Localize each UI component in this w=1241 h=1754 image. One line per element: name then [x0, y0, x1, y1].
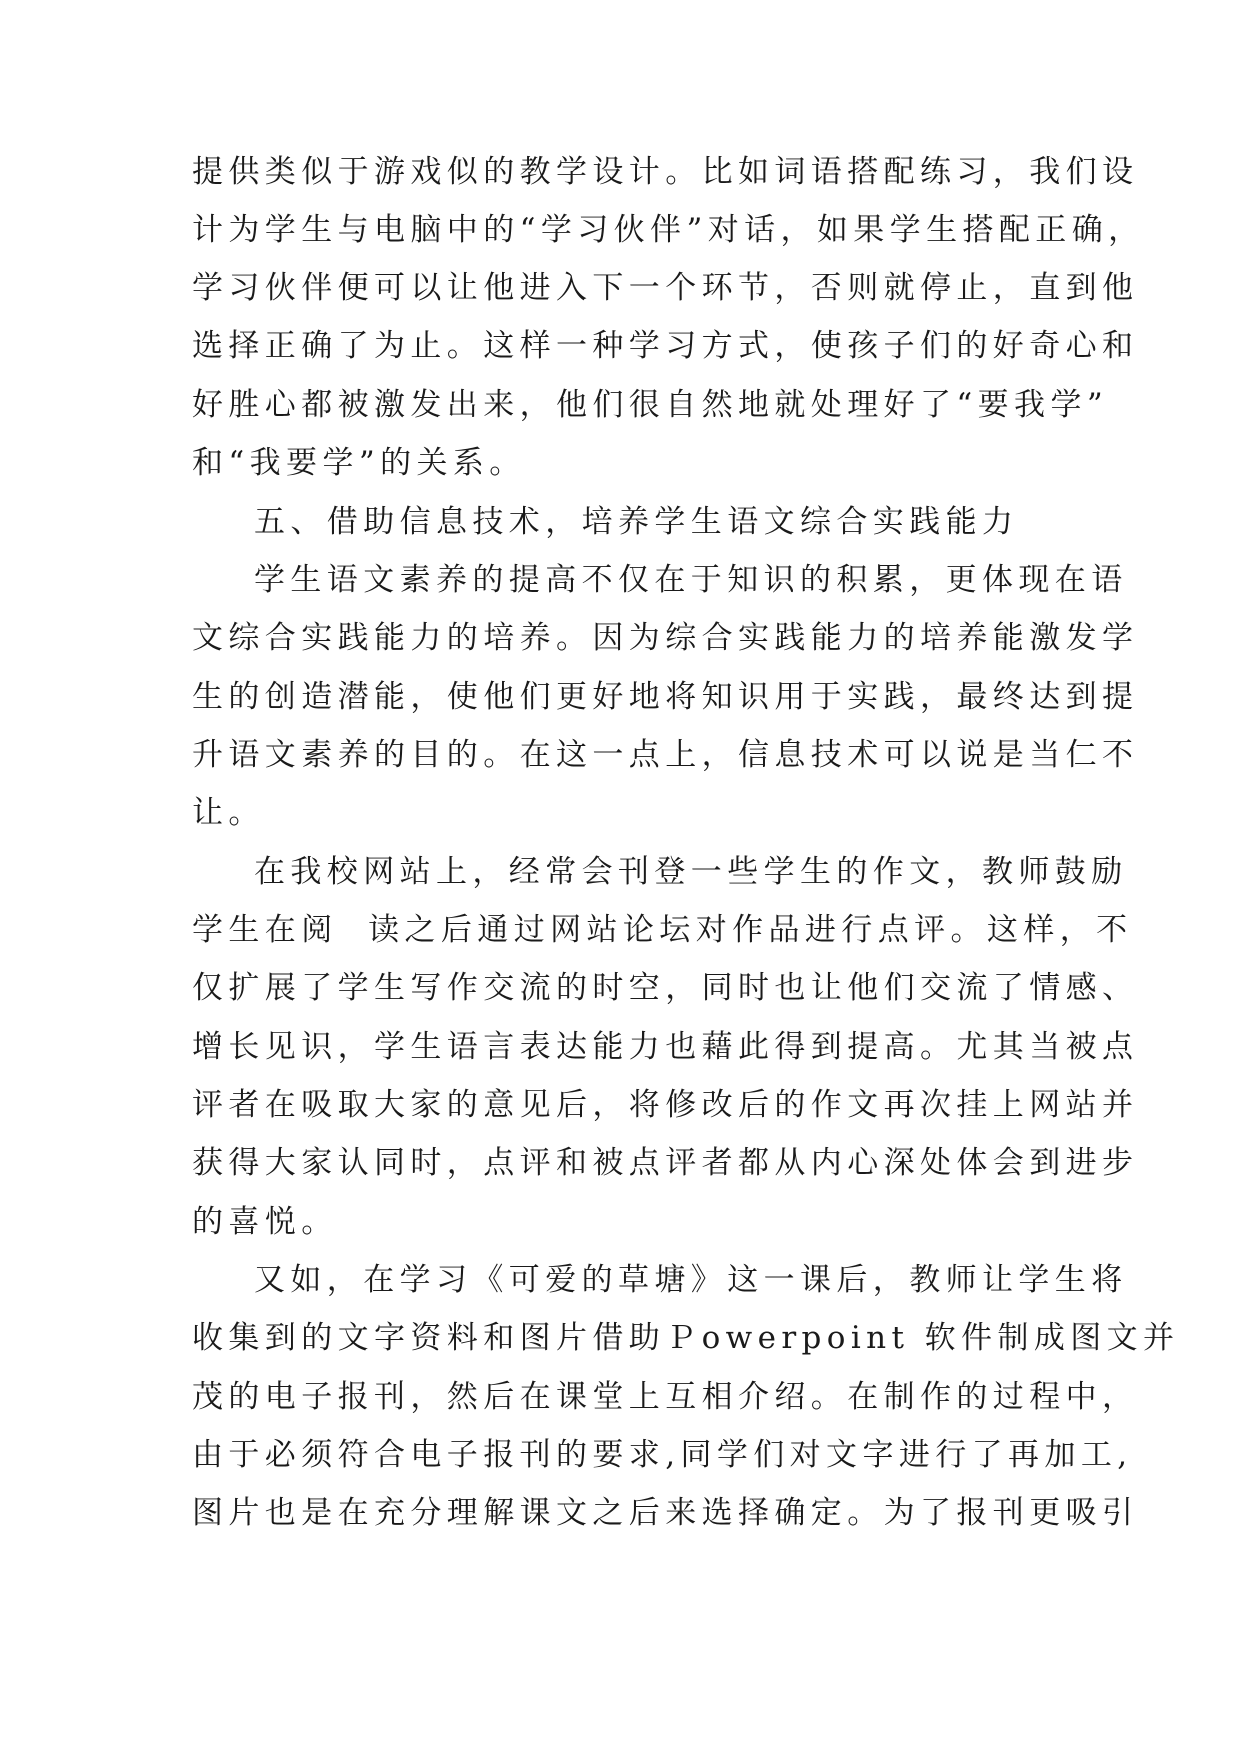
section-heading: 五、借助信息技术，培养学生语文综合实践能力 [254, 504, 1019, 540]
text-line: 学生在阅 读之后通过网站论坛对作品进行点评。这样，不 [192, 912, 1133, 948]
text-line: 生的创造潜能，使他们更好地将知识用于实践，最终达到提 [192, 679, 1139, 715]
text-line: 学生语文素养的提高不仅在于知识的积累，更体现在语 [254, 562, 1128, 598]
text-line: 学习伙伴便可以让他进入下一个环节，否则就停止，直到他 [192, 270, 1139, 306]
text-line: 在我校网站上，经常会刊登一些学生的作文，教师鼓励 [254, 854, 1128, 890]
text-line: 茂的电子报刊，然后在课堂上互相介绍。在制作的过程中， [192, 1379, 1139, 1415]
text-line: 让。 [192, 795, 265, 831]
text-line: 又如，在学习《可爱的草塘》这一课后，教师让学生将 [254, 1262, 1128, 1298]
text-line: 由于必须符合电子报刊的要求,同学们对文字进行了再加工, [192, 1437, 1133, 1473]
text-line: 增长见识，学生语言表达能力也藉此得到提高。尤其当被点 [192, 1029, 1139, 1065]
text-line: 文综合实践能力的培养。因为综合实践能力的培养能激发学 [192, 620, 1139, 656]
text-line: 选择正确了为止。这样一种学习方式，使孩子们的好奇心和 [192, 328, 1139, 364]
text-line: 升语文素养的目的。在这一点上，信息技术可以说是当仁不 [192, 737, 1139, 773]
text-line: 提供类似于游戏似的教学设计。比如词语搭配练习，我们设 [192, 154, 1139, 190]
text-line: 的喜悦。 [192, 1204, 338, 1240]
text-line: 计为学生与电脑中的“学习伙伴”对话，如果学生搭配正确， [192, 212, 1145, 248]
text-line: 图片也是在充分理解课文之后来选择确定。为了报刊更吸引 [192, 1495, 1139, 1531]
text-line: 评者在吸取大家的意见后，将修改后的作文再次挂上网站并 [192, 1087, 1139, 1123]
text-line: 收集到的文字资料和图片借助Ｐowerpoint 软件制成图文并 [192, 1320, 1180, 1356]
text-line: 和“我要学”的关系。 [192, 445, 526, 481]
text-line: 好胜心都被激发出来，他们很自然地就处理好了“要我学” [192, 387, 1109, 423]
text-line: 获得大家认同时，点评和被点评者都从内心深处体会到进步 [192, 1145, 1139, 1181]
text-line: 仅扩展了学生写作交流的时空，同时也让他们交流了情感、 [192, 970, 1139, 1006]
